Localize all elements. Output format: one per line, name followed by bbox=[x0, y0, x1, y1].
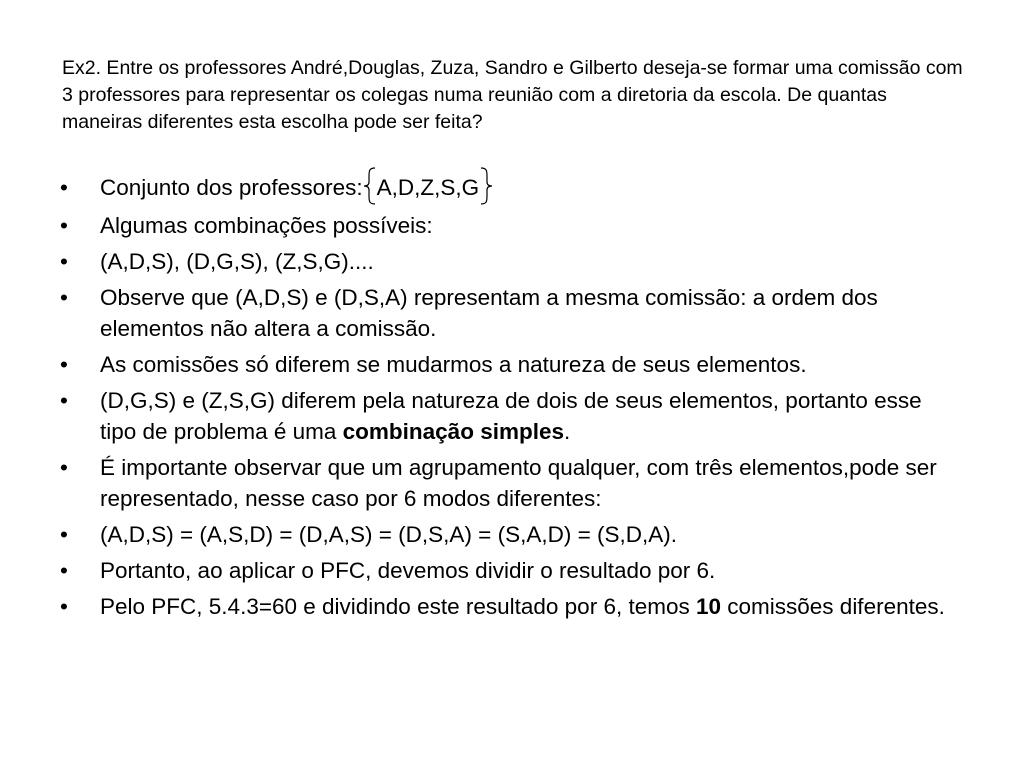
bold-result: 10 bbox=[695, 594, 722, 620]
bullet-text: Portanto, ao aplicar o PFC, devemos dividir o resultado por 6. bbox=[100, 558, 716, 584]
bullet-icon: • bbox=[60, 352, 68, 378]
bullet-item-combinations-examples bbox=[60, 246, 960, 277]
set-elements: A,D,Z,S,G bbox=[376, 175, 480, 200]
bullet-icon: • bbox=[60, 522, 68, 548]
bullet-icon: • bbox=[60, 213, 68, 239]
right-brace-icon bbox=[479, 167, 493, 205]
bold-term: combinação simples bbox=[342, 419, 564, 445]
bullet-item-set bbox=[60, 172, 960, 205]
bullet-item-divide bbox=[60, 555, 960, 586]
bullet-icon: • bbox=[60, 249, 68, 275]
bullet-item-combinations-title bbox=[60, 210, 960, 241]
bullet-item-permutations bbox=[60, 519, 960, 550]
bullet-text: (D,G,S) e (Z,S,G) diferem pela natureza de dois de seus elementos, portanto esse tipo de problema é uma bbox=[100, 388, 922, 445]
bullet-text: Pelo PFC, 5.4.3=60 e dividindo este resultado por 6, temos bbox=[100, 594, 696, 620]
bullet-icon: • bbox=[60, 558, 68, 584]
bullet-item-result bbox=[60, 591, 960, 622]
bullet-item-nature bbox=[60, 349, 960, 380]
bullet-item-simple-combination bbox=[60, 385, 960, 447]
exercise-statement: Ex2. Entre os professores André,Douglas, Zuza, Sandro e Gilberto deseja-se formar uma comissão com 3 professores para representar os colegas numa reunião com a diretoria da escola. De quantas maneiras diferentes esta escolha pode ser feita? bbox=[62, 57, 963, 133]
bullet-icon: • bbox=[60, 455, 68, 481]
bullet-text: As comissões só diferem se mudarmos a natureza de seus elementos. bbox=[100, 352, 807, 378]
bullet-icon: • bbox=[60, 388, 68, 414]
bullet-item-order bbox=[60, 282, 960, 344]
bullet-text-end: . bbox=[564, 419, 571, 445]
bullet-icon: • bbox=[60, 594, 68, 620]
set-label: Conjunto dos professores: bbox=[100, 175, 363, 200]
bullet-text: Observe que (A,D,S) e (D,S,A) representam a mesma comissão: a ordem dos elementos não altera a comissão. bbox=[100, 285, 878, 342]
bullet-list bbox=[60, 172, 960, 627]
bullet-icon: • bbox=[60, 285, 68, 311]
bullet-item-grouping bbox=[60, 452, 960, 514]
bullet-icon: • bbox=[60, 175, 68, 200]
left-brace-icon bbox=[363, 167, 377, 205]
bullet-text-end: comissões diferentes. bbox=[721, 594, 945, 620]
bullet-text: (A,D,S) = (A,S,D) = (D,A,S) = (D,S,A) = (S,A,D) = (S,D,A). bbox=[100, 522, 677, 548]
bullet-text: (A,D,S), (D,G,S), (Z,S,G).... bbox=[100, 249, 374, 275]
bullet-text: Algumas combinações possíveis: bbox=[100, 213, 433, 239]
bullet-text: É importante observar que um agrupamento qualquer, com três elementos,pode ser representado, nesse caso por 6 modos diferentes: bbox=[100, 455, 937, 512]
